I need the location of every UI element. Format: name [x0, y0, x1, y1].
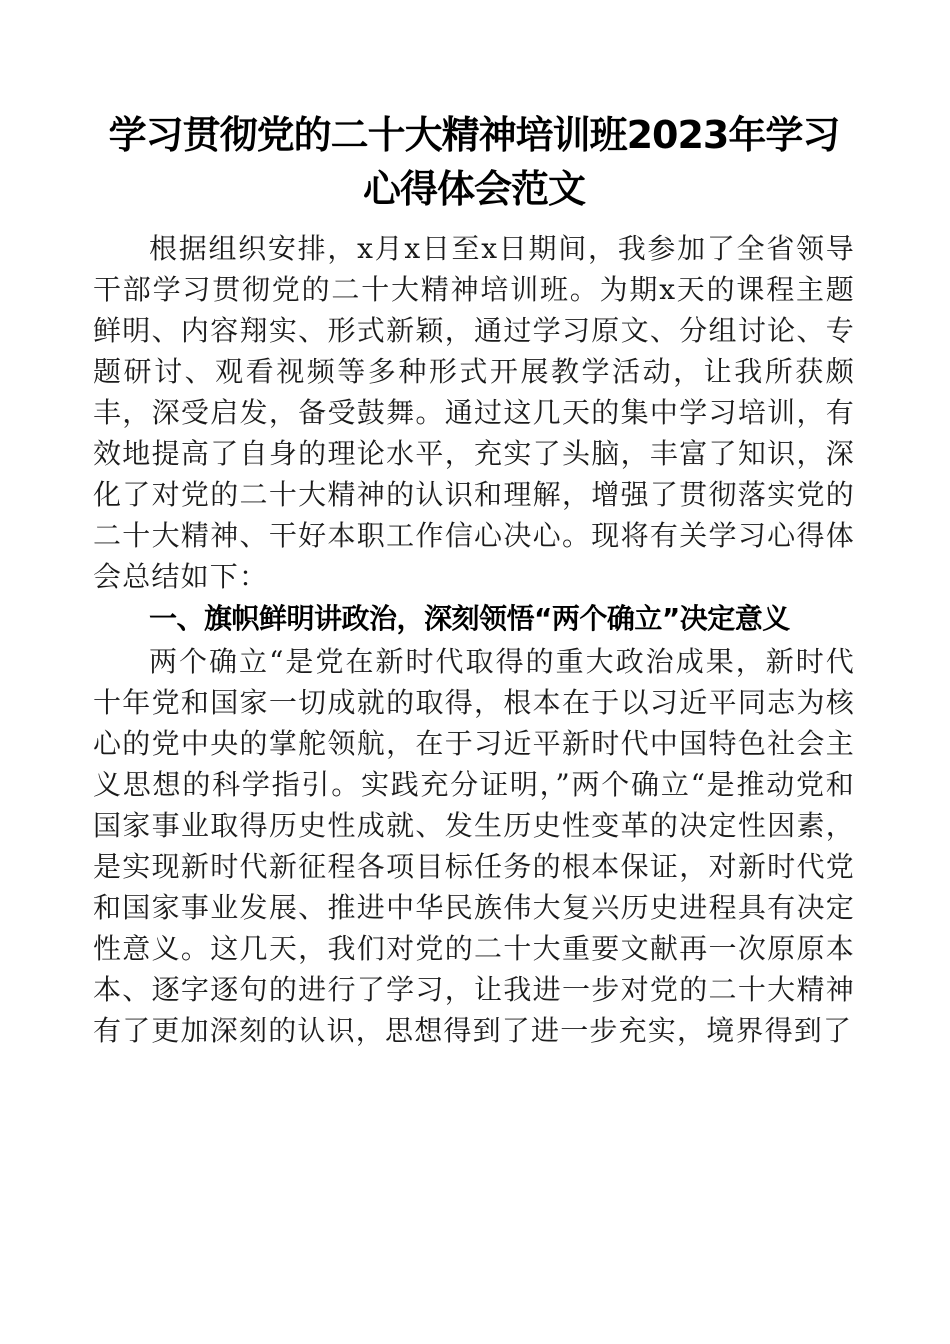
section-heading-1: 一、旗帜鲜明讲政治，深刻领悟“两个确立”决定意义 [149, 602, 790, 635]
document-title: 学习贯彻党的二十大精神培训班2023年学习心得体会范文 [108, 113, 840, 211]
document-page [93, 108, 855, 1051]
section-1-paragraph: 两个确立“是党在新时代取得的重大政治成果，新时代十年党和国家一切成就的取得，根本在于以习近平同志为核心的党中央的掌舵领航，在于习近平新时代中国特色社会主义思想的科学指引。实践充分证明，”两个确立“是推动党和国家事业取得历史性成就、发生历史性变革的决定性因素，是实现新时代新征程各项目标任务的根本保证，对新时代党和国家事业发展、推进中华民族伟大复兴历史进程具有决定性意义。这几天，我们对党的二十大重要文献再一次原原本本、逐字逐句的进行了学习，让我进一步对党的二十大精神有了更加深刻的认识，思想得到了进一步充实，境界得到了 [93, 645, 855, 1047]
intro-paragraph: 根据组织安排，x月x日至x日期间，我参加了全省领导干部学习贯彻党的二十大精神培训班。为期x天的课程主题鲜明、内容翔实、形式新颖，通过学习原文、分组讨论、专题研讨、观看视频等多种形式开展教学活动，让我所获颇丰，深受启发，备受鼓舞。通过这几天的集中学习培训，有效地提高了自身的理论水平，充实了头脑，丰富了知识，深化了对党的二十大精神的认识和理解，增强了贯彻落实党的二十大精神、干好本职工作信心决心。现将有关学习心得体会总结如下： [93, 232, 855, 593]
